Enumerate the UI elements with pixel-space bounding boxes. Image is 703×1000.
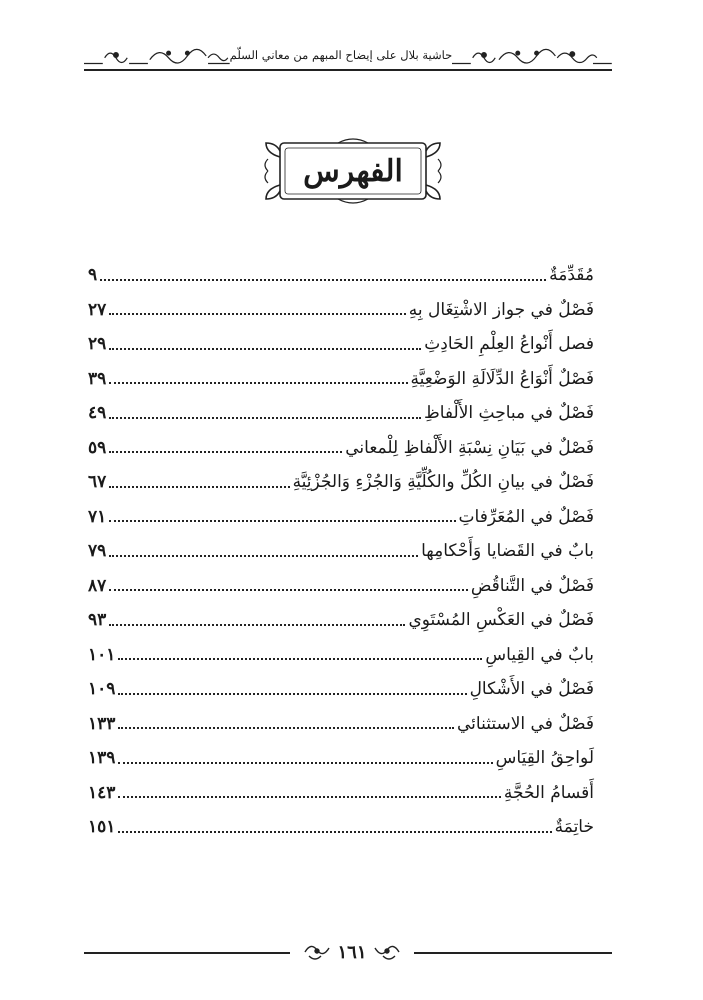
toc-entry[interactable] <box>88 804 594 839</box>
header-divider <box>84 69 612 71</box>
toc-leader-dots <box>118 796 501 798</box>
toc-entry[interactable] <box>88 459 594 494</box>
page-footer <box>290 937 414 967</box>
toc-leader-dots <box>109 313 405 315</box>
toc-entry-page: ٣٩ <box>88 368 107 389</box>
toc-entry[interactable] <box>88 597 594 632</box>
toc-entry[interactable] <box>88 287 594 322</box>
toc-leader-dots <box>109 589 468 591</box>
toc-entry[interactable] <box>88 666 594 701</box>
toc-entry[interactable] <box>88 735 594 770</box>
toc-leader-dots <box>109 624 405 626</box>
toc-entry-label: فَصْلٌ في جواز الاشْتِغَال بِهِ <box>408 299 594 320</box>
running-header-title: حاشية بلال على إيضاح المبهم من معاني السلّم <box>229 48 453 62</box>
toc-entry-page: ١٣٩ <box>88 748 116 769</box>
toc-list <box>88 252 594 839</box>
toc-entry[interactable] <box>88 494 594 529</box>
toc-leader-dots <box>118 727 454 729</box>
toc-entry[interactable] <box>88 563 594 598</box>
toc-entry-label: فَصْلٌ في بَيَانِ نِسْبَةِ الأَلْفاظِ لِلْمعاني <box>345 437 594 458</box>
toc-entry-label: فَصْلٌ في الأَشْكالِ <box>469 679 594 700</box>
toc-entry-page: ١٠١ <box>88 644 116 665</box>
toc-entry-page: ١٣٣ <box>88 713 116 734</box>
toc-entry-label: بابٌ في القِياسِ <box>485 644 594 665</box>
toc-entry[interactable] <box>88 528 594 563</box>
toc-leader-dots <box>118 693 466 695</box>
toc-entry[interactable] <box>88 321 594 356</box>
toc-title: الفهرس <box>303 153 403 189</box>
page-header <box>84 43 612 67</box>
toc-entry[interactable] <box>88 252 594 287</box>
toc-leader-dots <box>109 348 421 350</box>
toc-leader-dots <box>109 451 342 453</box>
footer-ornament-right-icon <box>371 942 401 962</box>
header-ornament-right-icon <box>452 44 612 66</box>
toc-entry-page: ٦٧ <box>88 472 107 493</box>
toc-leader-dots <box>118 658 482 660</box>
toc-entry-page: ٨٧ <box>88 575 107 596</box>
toc-entry-page: ٧١ <box>88 506 107 527</box>
toc-entry-page: ١٠٩ <box>88 679 116 700</box>
toc-entry[interactable] <box>88 356 594 391</box>
toc-entry-page: ٧٩ <box>88 541 107 562</box>
toc-leader-dots <box>109 486 289 488</box>
toc-entry[interactable] <box>88 632 594 667</box>
toc-leader-dots <box>118 831 551 833</box>
toc-entry-label: فَصْلٌ في العَكْسِ المُسْتَوِي <box>408 610 594 631</box>
toc-leader-dots <box>109 382 407 384</box>
toc-leader-dots <box>118 762 492 764</box>
toc-entry[interactable] <box>88 701 594 736</box>
toc-entry-label: فَصْلٌ أَنْوَاعُ الدِّلَالَةِ الوَضْعِيَّةِ <box>410 368 594 389</box>
toc-entry-label: لَواحِقُ القِيَاسِ <box>495 748 594 769</box>
toc-entry-label: فَصْلٌ في مباحِثِ الأَلْفاظِ <box>424 403 594 424</box>
toc-entry-page: ٥٩ <box>88 437 107 458</box>
toc-entry-page: ١٥١ <box>88 817 116 838</box>
toc-entry[interactable] <box>88 770 594 805</box>
header-ornament-left-icon <box>84 44 230 66</box>
toc-entry-label: بابٌ في القَضايا وَأَحْكامِها <box>421 541 594 562</box>
page-number: ١٦١ <box>337 941 367 963</box>
toc-entry-page: ٢٧ <box>88 299 107 320</box>
toc-entry[interactable] <box>88 425 594 460</box>
footer-ornament-left-icon <box>303 942 333 962</box>
toc-entry[interactable] <box>88 390 594 425</box>
toc-leader-dots <box>109 520 455 522</box>
toc-entry-label: خاتِمَةٌ <box>554 817 594 838</box>
toc-entry-label: أَقسامُ الحُجَّةِ <box>503 782 594 803</box>
toc-entry-page: ١٤٣ <box>88 782 116 803</box>
toc-entry-label: مُقَدِّمَةٌ <box>549 265 594 286</box>
toc-entry-label: فَصْلٌ في بيانِ الكُلِّ والكُلِّيَّةِ وَالجُزْءِ وَالجُزْئِيَّةِ <box>292 472 594 493</box>
toc-title-frame <box>258 135 448 207</box>
toc-entry-label: فَصْلٌ في التَّناقُضِ <box>470 575 594 596</box>
toc-leader-dots <box>109 555 418 557</box>
toc-entry-page: ٩ <box>88 265 98 286</box>
toc-entry-page: ٢٩ <box>88 334 107 355</box>
toc-leader-dots <box>100 279 546 281</box>
toc-leader-dots <box>109 417 421 419</box>
toc-entry-label: فَصْلٌ في المُعَرِّفاتِ <box>458 506 594 527</box>
toc-entry-page: ٤٩ <box>88 403 107 424</box>
toc-entry-page: ٩٣ <box>88 610 107 631</box>
toc-entry-label: فَصْلٌ في الاستثنائي <box>457 713 594 734</box>
toc-entry-label: فصل أَنْواعُ العِلْمِ الحَادِثِ <box>424 334 594 355</box>
